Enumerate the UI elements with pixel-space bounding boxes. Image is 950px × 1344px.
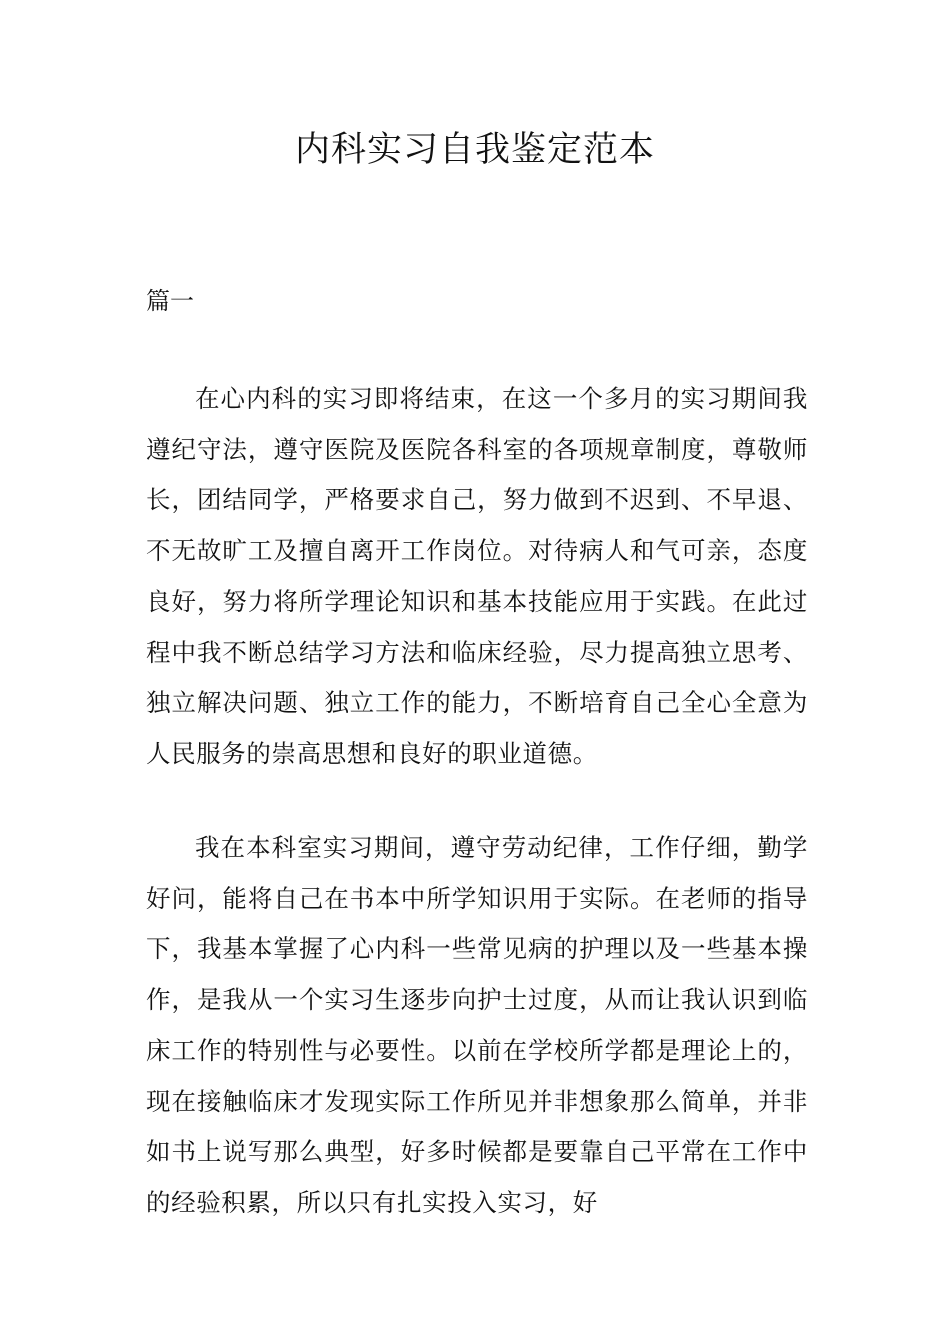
paragraph-1: 在心内科的实习即将结束，在这一个多月的实习期间我遵纪守法，遵守医院及医院各科室的各项规章制度，尊敬师长，团结同学，严格要求自己，努力做到不迟到、不早退、不无故旷工及擅自离开工作岗位。对待病人和气可亲，态度良好，努力将所学理论知识和基本技能应用于实践。在此过程中我不断总结学习方法和临床经验，尽力提高独立思考、独立解决问题、独立工作的能力，不断培育自己全心全意为人民服务的崇高思想和良好的职业道德。 [146,384,808,768]
document-title: 内科实习自我鉴定范本 [294,130,655,170]
paragraph-2: 我在本科室实习期间，遵守劳动纪律，工作仔细，勤学好问，能将自己在书本中所学知识用于实际。在老师的指导下，我基本掌握了心内科一些常见病的护理以及一些基本操作，是我从一个实习生逐步向护士过度，从而让我认识到临床工作的特别性与必要性。以前在学校所学都是理论上的，现在接触临床才发现实际工作所见并非想象那么简单，并非如书上说写那么典型，好多时候都是要靠自己平常在工作中的经验积累，所以只有扎实投入实习，好 [146,833,808,1217]
section-label: 篇一 [146,287,194,315]
